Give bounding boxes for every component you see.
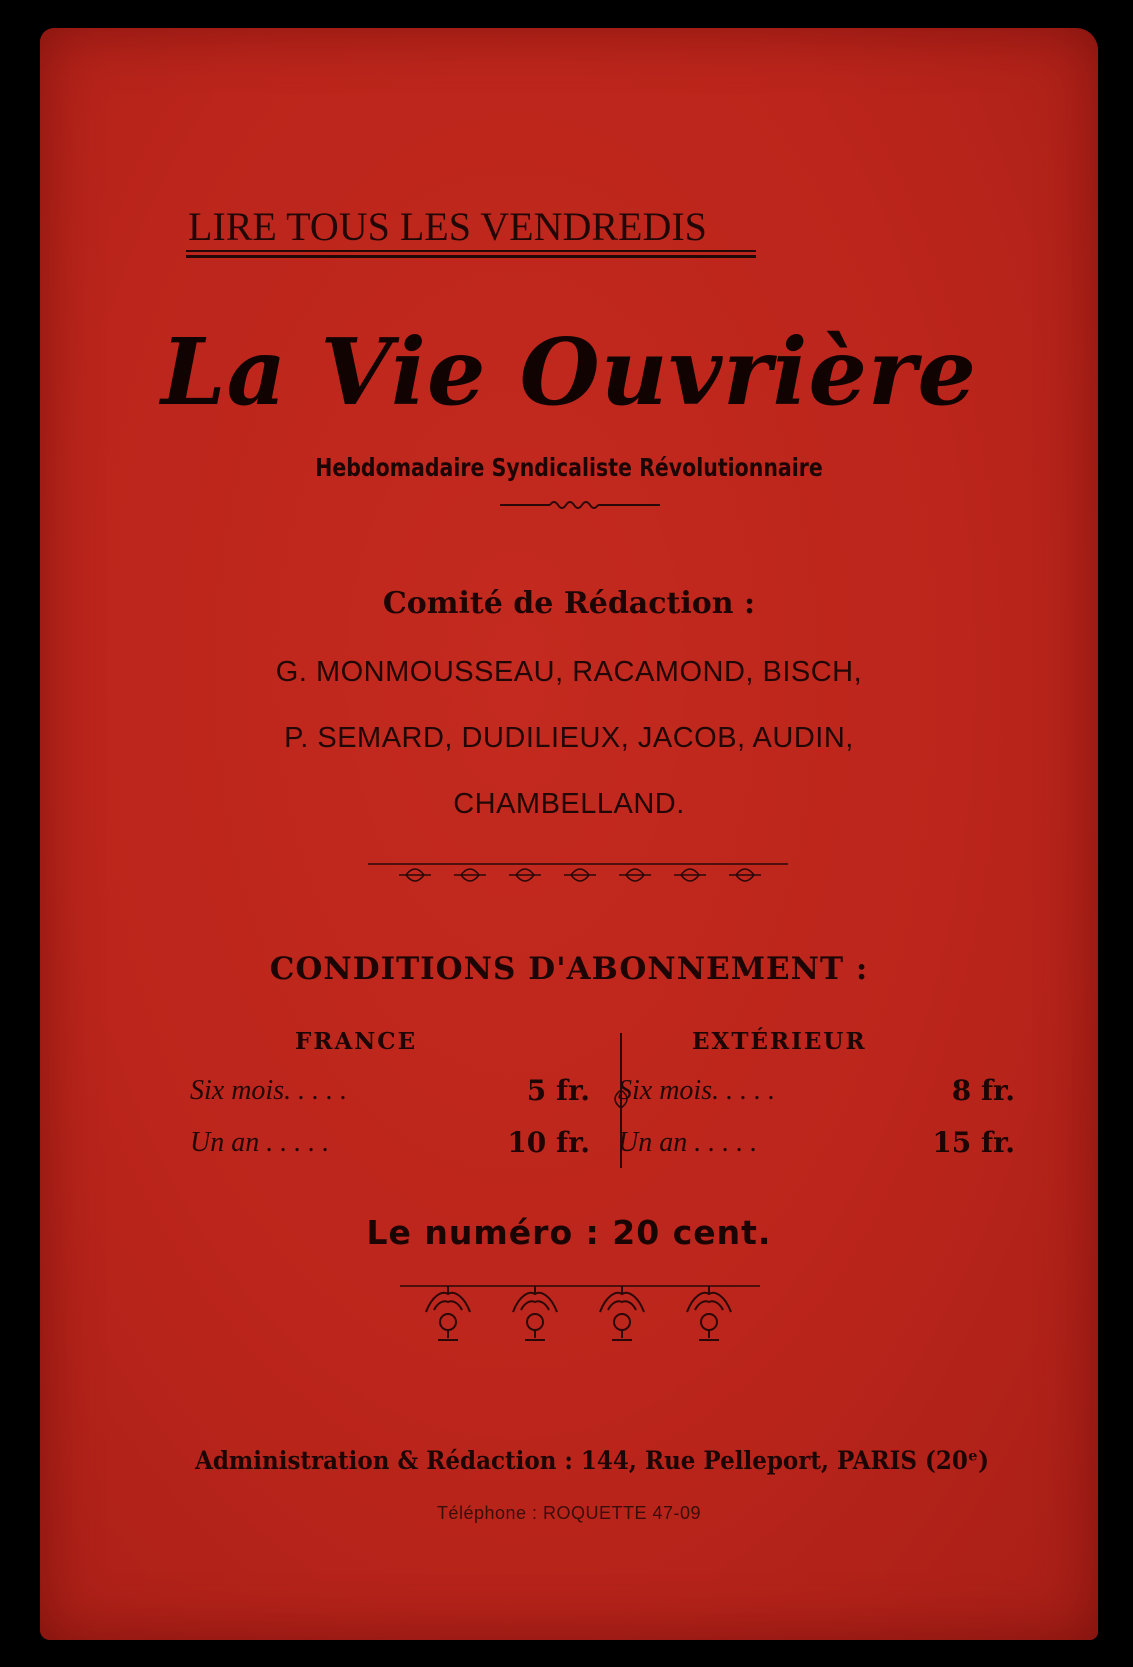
wave-divider-ornament <box>500 498 660 512</box>
leaf-ornament-row <box>368 861 788 889</box>
france-un-an-price: 10 fr. <box>507 1126 590 1159</box>
france-six-mois-price: 5 fr. <box>526 1074 590 1107</box>
masthead-subtitle: Hebdomadaire Syndicaliste Révolutionnaire <box>315 453 823 482</box>
lire-heading: LIRE TOUS LES VENDREDIS <box>188 204 707 249</box>
exterieur-six-mois-label: Six mois. . . . . <box>618 1075 776 1106</box>
exterieur-six-mois-price: 8 fr. <box>951 1074 1015 1107</box>
telephone-line: Téléphone : ROQUETTE 47-09 <box>436 1503 702 1523</box>
lire-underline-thick <box>186 255 756 258</box>
administration-address: Administration & Rédaction : 144, Rue Pelleport, PARIS (20ᵉ) <box>195 1446 989 1475</box>
exterieur-un-an-label: Un an . . . . . <box>618 1127 758 1158</box>
comite-names-line-1: G. MONMOUSSEAU, RACAMOND, BISCH, <box>275 656 863 688</box>
conditions-heading: CONDITIONS D'ABONNEMENT : <box>269 951 869 987</box>
comite-names-line-2: P. SEMARD, DUDILIEUX, JACOB, AUDIN, <box>284 722 854 754</box>
comite-names-line-3: CHAMBELLAND. <box>453 788 685 820</box>
exterieur-un-an-price: 15 fr. <box>932 1126 1015 1159</box>
masthead-title: La Vie Ouvrière <box>160 318 978 426</box>
cover-page <box>40 28 1098 1640</box>
lire-underline <box>186 250 756 252</box>
comite-heading: Comité de Rédaction : <box>382 586 756 621</box>
france-label: FRANCE <box>295 1028 418 1055</box>
numero-price: Le numéro : 20 cent. <box>366 1213 772 1252</box>
exterieur-label: EXTÉRIEUR <box>692 1028 867 1055</box>
france-six-mois-label: Six mois. . . . . <box>190 1075 348 1106</box>
flower-ornament-row <box>400 1284 760 1354</box>
france-un-an-label: Un an . . . . . <box>190 1127 330 1158</box>
